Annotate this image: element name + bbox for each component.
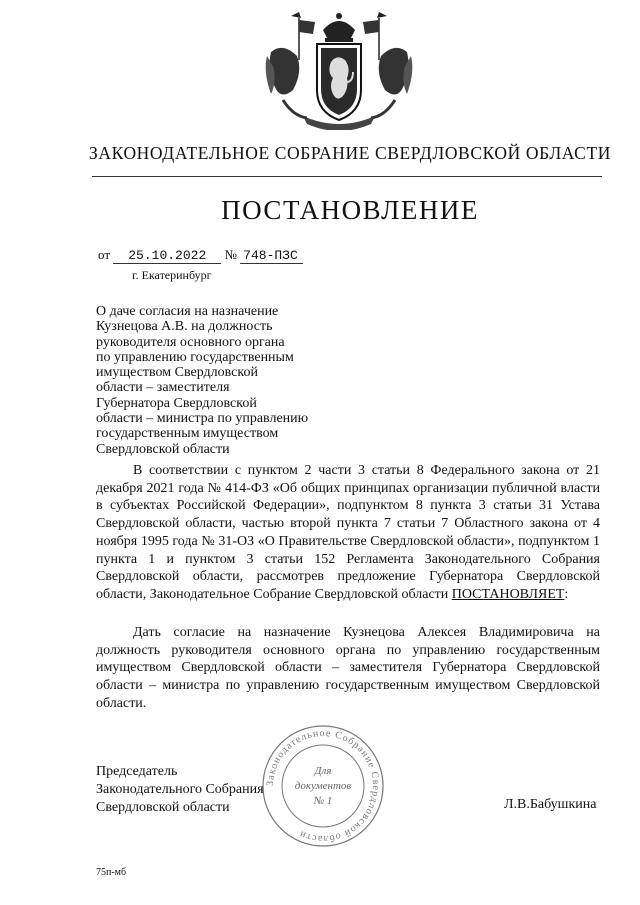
- official-seal-stamp: [258, 722, 388, 850]
- resolve-colon: :: [564, 586, 569, 602]
- seal-center-line: документов: [294, 780, 352, 792]
- header-divider: [92, 176, 602, 177]
- city: г. Екатеринбург: [132, 268, 212, 282]
- date-prefix: от: [98, 247, 111, 262]
- subject-line: Свердловской области: [96, 441, 230, 457]
- signatory-title-line: Законодательного Собрания: [96, 781, 264, 797]
- subject-line: руководителя основного органа: [96, 334, 285, 350]
- subject-line: Губернатора Свердловской: [96, 395, 257, 411]
- signatory-name: Л.В.Бабушкина: [504, 797, 597, 812]
- signatory-title-line: Свердловской области: [96, 799, 230, 815]
- subject-block: [96, 304, 308, 457]
- footer-code: 75п-мб: [96, 867, 127, 878]
- decision-paragraph: [96, 624, 600, 713]
- subject-line: области – министра по управлению: [96, 411, 309, 427]
- signatory-title: [96, 763, 264, 816]
- organization-name: ЗАКОНОДАТЕЛЬНОЕ СОБРАНИЕ СВЕРДЛОВСКОЙ ОБЛАСТИ: [89, 143, 611, 163]
- date-number-line: [98, 247, 303, 264]
- resolve-word: ПОСТАНОВЛЯЕТ: [451, 586, 565, 602]
- seal-center-line: № 1: [313, 795, 333, 807]
- preamble-paragraph: [96, 462, 600, 604]
- subject-line: области – заместителя: [96, 380, 230, 396]
- document-number: 748-ПЗС: [240, 248, 303, 264]
- seal-ring-text: Законодательное Собрание Свердловской области: [264, 727, 382, 845]
- decision-text: Дать согласие на назначение Кузнецова Алексея Владимировича на должность руководителя основного органа по управлению государственным имуществом Свердловской области – заместителя Губернатора Свердловской области – министра по управлению государственным имуществом Свердловской области.: [96, 625, 600, 711]
- subject-line: государственным имуществом: [96, 426, 279, 442]
- subject-line: Кузнецова А.В. на должность: [96, 319, 273, 335]
- coat-of-arms-emblem: [263, 12, 415, 130]
- seal-center-line: Для: [314, 765, 332, 777]
- document-date: 25.10.2022: [113, 248, 221, 264]
- signatory-title-line: Председатель: [96, 764, 178, 779]
- preamble-text: В соответствии с пунктом 2 части 3 статьи 8 Федерального закона от 21 декабря 2021 года № 414-ФЗ «Об общих принципах организации публичной власти в субъектах Российской Федерации», подпунктом 8 пункта 3 статьи 31 Устава Свердловской области, частью второй пункта 7 статьи 7 Областного закона от 4 ноября 1995 года № 31-ОЗ «О Правительстве Свердловской области», подпунктом 1 пункта 1 и пунктом 3 статьи 152 Регламента Законодательного Собрания Свердловской области, рассмотрев предложение Губернатора Свердловской области, Законодательное Собрание Свердловской области: [96, 463, 600, 602]
- subject-line: имуществом Свердловской: [96, 365, 258, 381]
- document-type-title: ПОСТАНОВЛЕНИЕ: [221, 195, 479, 225]
- number-sign: №: [224, 247, 237, 262]
- subject-line: по управлению государственным: [96, 349, 294, 365]
- subject-line: О даче согласия на назначение: [96, 304, 279, 319]
